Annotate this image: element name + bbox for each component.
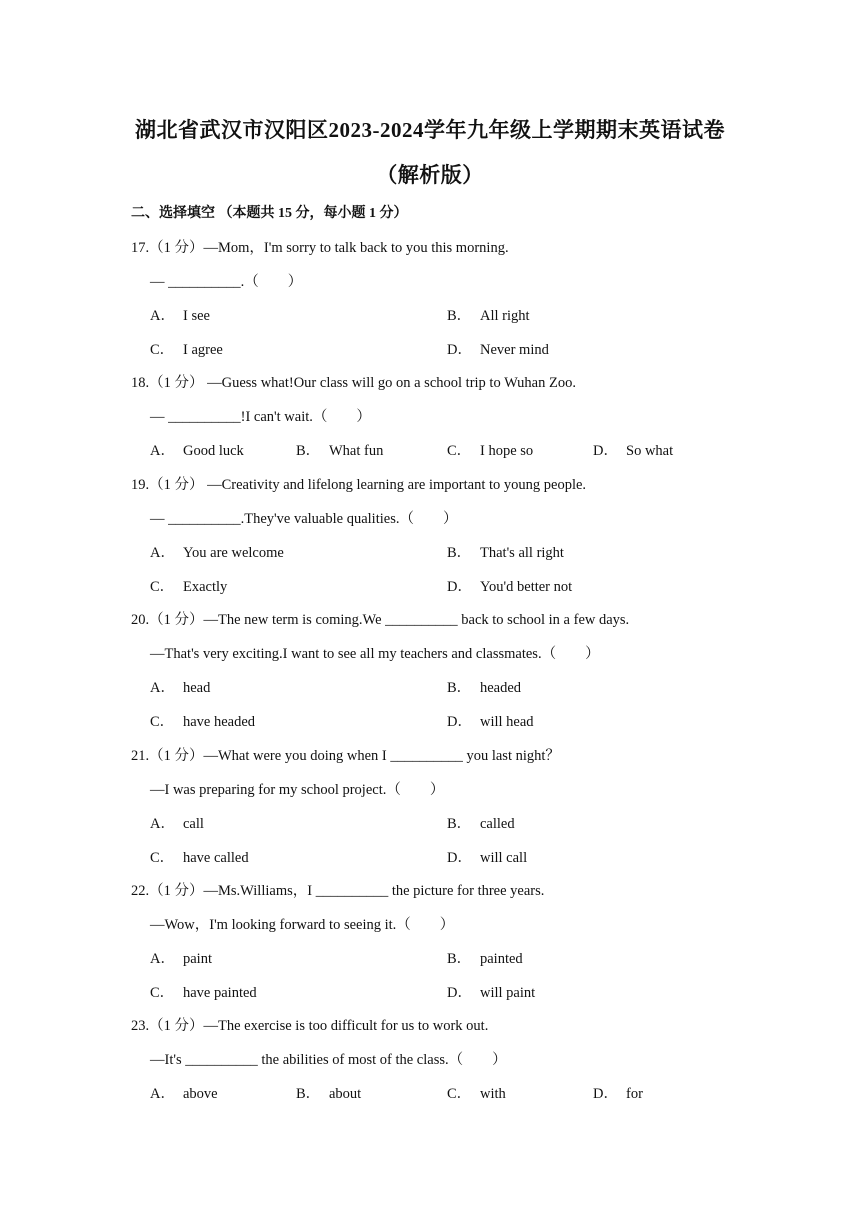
option-letter: D． [447, 579, 472, 595]
option-text: have headed [183, 714, 256, 730]
option-text: That's all right [480, 545, 564, 561]
answer-option [447, 676, 521, 697]
answer-option [447, 812, 515, 833]
option-text: with [480, 1086, 506, 1102]
question-reply: —Wow，I'm looking forward to seeing it.（ ） [150, 917, 455, 933]
question-reply: — __________.They've valuable qualities.（ ） [150, 511, 458, 527]
answer-option [447, 846, 527, 867]
option-letter: D． [447, 342, 472, 358]
option-letter: A． [150, 1086, 175, 1102]
option-letter: A． [150, 545, 175, 561]
option-letter: C． [150, 985, 175, 1001]
option-text: will call [480, 850, 528, 866]
section-heading: 二、选择填空 （本题共 15 分，每小题 1 分） [131, 206, 408, 221]
option-text: have called [183, 850, 249, 866]
option-letter: D． [447, 714, 472, 730]
answer-option [447, 981, 535, 1002]
option-text: painted [480, 951, 523, 967]
option-text: paint [183, 951, 212, 967]
option-text: I see [183, 308, 210, 324]
option-letter: D． [593, 1086, 618, 1102]
option-letter: A． [150, 308, 175, 324]
option-text: about [329, 1086, 362, 1102]
question-reply: —I was preparing for my school project.（ ） [150, 782, 445, 798]
option-text: headed [480, 680, 522, 696]
option-letter: C． [447, 1086, 472, 1102]
answer-option [150, 812, 204, 833]
option-text: for [626, 1086, 643, 1102]
answer-option [447, 338, 549, 359]
option-text: All right [480, 308, 530, 324]
option-text: Good luck [183, 443, 244, 459]
answer-option [150, 1082, 218, 1103]
answer-option [593, 1082, 643, 1103]
paper-title: 湖北省武汉市汉阳区2023-2024学年九年级上学期期末英语试卷 [135, 118, 725, 142]
answer-option [447, 304, 530, 325]
option-text: I agree [183, 342, 223, 358]
question-reply: —It's __________ the abilities of most of the class.（ ） [150, 1052, 507, 1068]
question-stem: 23.（1 分）—The exercise is too difficult for us to work out. [131, 1018, 489, 1034]
paper-subtitle: （解析版） [376, 163, 484, 187]
answer-option [150, 676, 210, 697]
answer-option [150, 439, 244, 460]
option-letter: A． [150, 680, 175, 696]
answer-option [150, 304, 210, 325]
answer-option [150, 981, 257, 1002]
option-letter: A． [150, 443, 175, 459]
option-letter: B． [447, 545, 472, 561]
option-text: head [183, 680, 211, 696]
option-letter: D． [447, 850, 472, 866]
option-text: will paint [480, 985, 536, 1001]
option-text: I hope so [480, 443, 534, 459]
option-letter: C． [150, 850, 175, 866]
question-stem: 18.（1 分） —Guess what!Our class will go on a school trip to Wuhan Zoo. [131, 375, 576, 391]
question-reply: —That's very exciting.I want to see all my teachers and classmates.（ ） [150, 646, 600, 662]
option-letter: C． [150, 342, 175, 358]
option-letter: B． [447, 308, 472, 324]
question-stem: 19.（1 分） —Creativity and lifelong learning are important to young people. [131, 477, 587, 493]
answer-option [593, 439, 673, 460]
option-text: So what [626, 443, 674, 459]
answer-option [150, 846, 249, 867]
answer-option [150, 338, 223, 359]
answer-option [447, 1082, 506, 1103]
option-letter: A． [150, 816, 175, 832]
question-reply: — __________.（ ） [150, 274, 303, 290]
answer-option [447, 439, 533, 460]
option-text: You'd better not [480, 579, 573, 595]
answer-option [447, 541, 564, 562]
option-letter: D． [447, 985, 472, 1001]
answer-option [447, 575, 572, 596]
answer-option [150, 575, 227, 596]
option-letter: C． [150, 579, 175, 595]
option-letter: B． [296, 443, 321, 459]
option-text: called [480, 816, 515, 832]
answer-option [150, 947, 212, 968]
option-letter: B． [447, 816, 472, 832]
question-stem: 20.（1 分）—The new term is coming.We __________ back to school in a few days. [131, 612, 630, 628]
question-stem: 17.（1 分）—Mom，I'm sorry to talk back to you this morning. [131, 240, 509, 256]
answer-option [447, 710, 534, 731]
option-letter: C． [447, 443, 472, 459]
question-stem: 21.（1 分）—What were you doing when I __________ you last night？ [131, 748, 560, 764]
answer-option [447, 947, 523, 968]
option-text: Never mind [480, 342, 549, 358]
option-letter: B． [447, 680, 472, 696]
option-text: call [183, 816, 204, 832]
option-text: You are welcome [183, 545, 284, 561]
option-letter: D． [593, 443, 618, 459]
question-reply: — __________!I can't wait.（ ） [150, 409, 371, 425]
option-text: Exactly [183, 579, 228, 595]
option-text: have painted [183, 985, 257, 1001]
option-letter: C． [150, 714, 175, 730]
answer-option [150, 541, 284, 562]
answer-option [296, 1082, 361, 1103]
answer-option [296, 439, 383, 460]
option-letter: B． [447, 951, 472, 967]
answer-option [150, 710, 255, 731]
question-stem: 22.（1 分）—Ms.Williams，I __________ the picture for three years. [131, 883, 545, 899]
option-text: will head [480, 714, 534, 730]
option-letter: B． [296, 1086, 321, 1102]
option-text: What fun [329, 443, 384, 459]
option-text: above [183, 1086, 218, 1102]
option-letter: A． [150, 951, 175, 967]
